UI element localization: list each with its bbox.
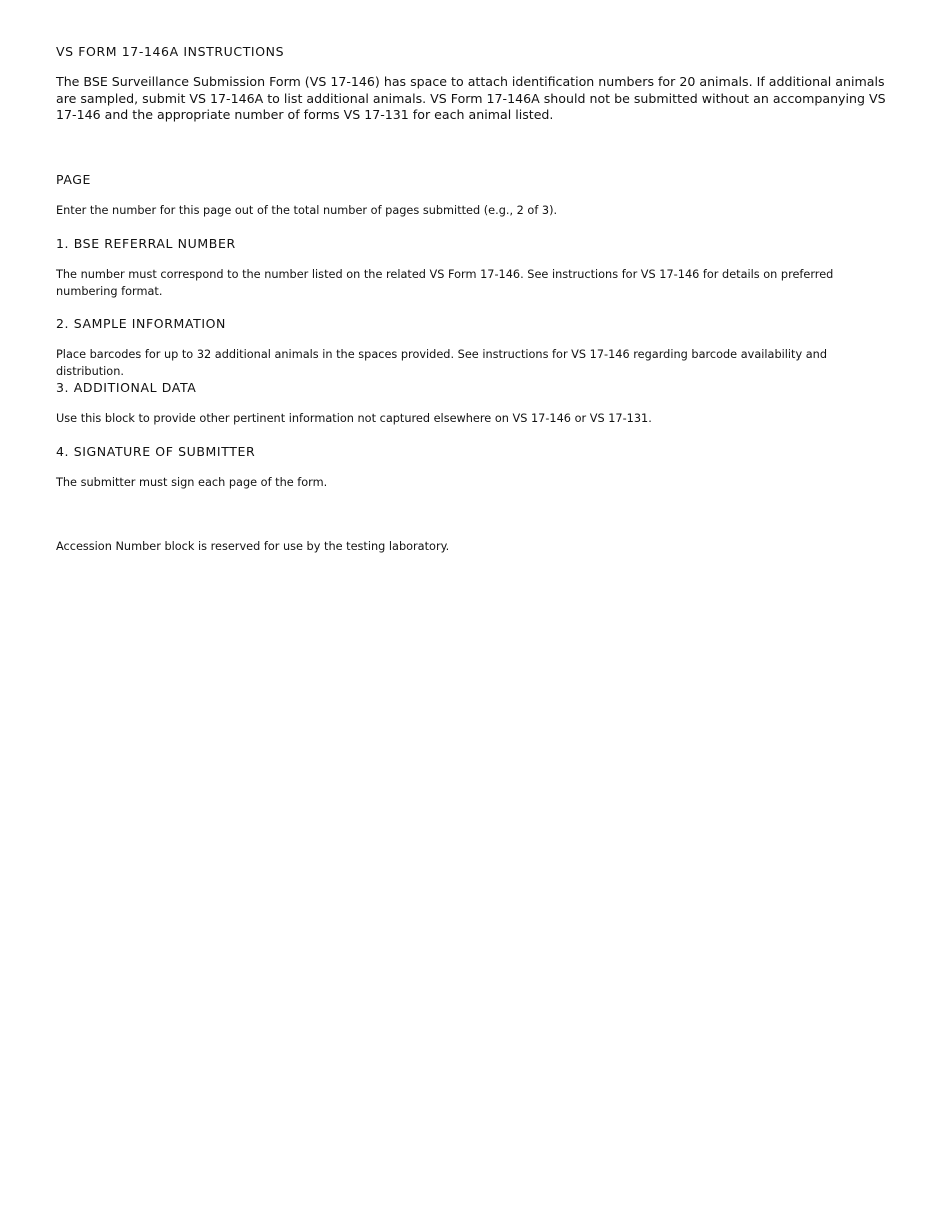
section-heading-additional-data: 3. ADDITIONAL DATA bbox=[56, 380, 197, 395]
section-text-additional-data: Use this block to provide other pertinent information not captured elsewhere on VS 17-146 or VS 17-131. bbox=[56, 412, 652, 425]
intro-paragraph: The BSE Surveillance Submission Form (VS 17-146) has space to attach identification numbers for 20 animals. If additional animals are sampled, submit VS 17-146A to list additional animals. VS Form 17-146A should not be submitted without an accompanying VS 17-146 and the appropriate number of forms VS 17-131 for each animal listed. bbox=[56, 74, 886, 123]
section-heading-bse-referral-number: 1. BSE REFERRAL NUMBER bbox=[56, 236, 236, 251]
section-text-page: Enter the number for this page out of the total number of pages submitted (e.g., 2 of 3). bbox=[56, 204, 558, 217]
section-heading-signature-of-submitter: 4. SIGNATURE OF SUBMITTER bbox=[56, 444, 256, 459]
section-text-bse-referral-number: The number must correspond to the number listed on the related VS Form 17-146. See instructions for VS 17-146 for details on preferred numbering format. bbox=[56, 268, 834, 298]
footer-note: Accession Number block is reserved for use by the testing laboratory. bbox=[56, 540, 450, 553]
section-heading-sample-information: 2. SAMPLE INFORMATION bbox=[56, 316, 227, 331]
document-title: VS FORM 17-146A INSTRUCTIONS bbox=[56, 44, 285, 59]
section-text-sample-information: Place barcodes for up to 32 additional animals in the spaces provided. See instructions for VS 17-146 regarding barcode availability and distribution. bbox=[56, 348, 827, 378]
section-heading-page: PAGE bbox=[56, 172, 92, 187]
section-text-signature-of-submitter: The submitter must sign each page of the form. bbox=[56, 476, 328, 489]
